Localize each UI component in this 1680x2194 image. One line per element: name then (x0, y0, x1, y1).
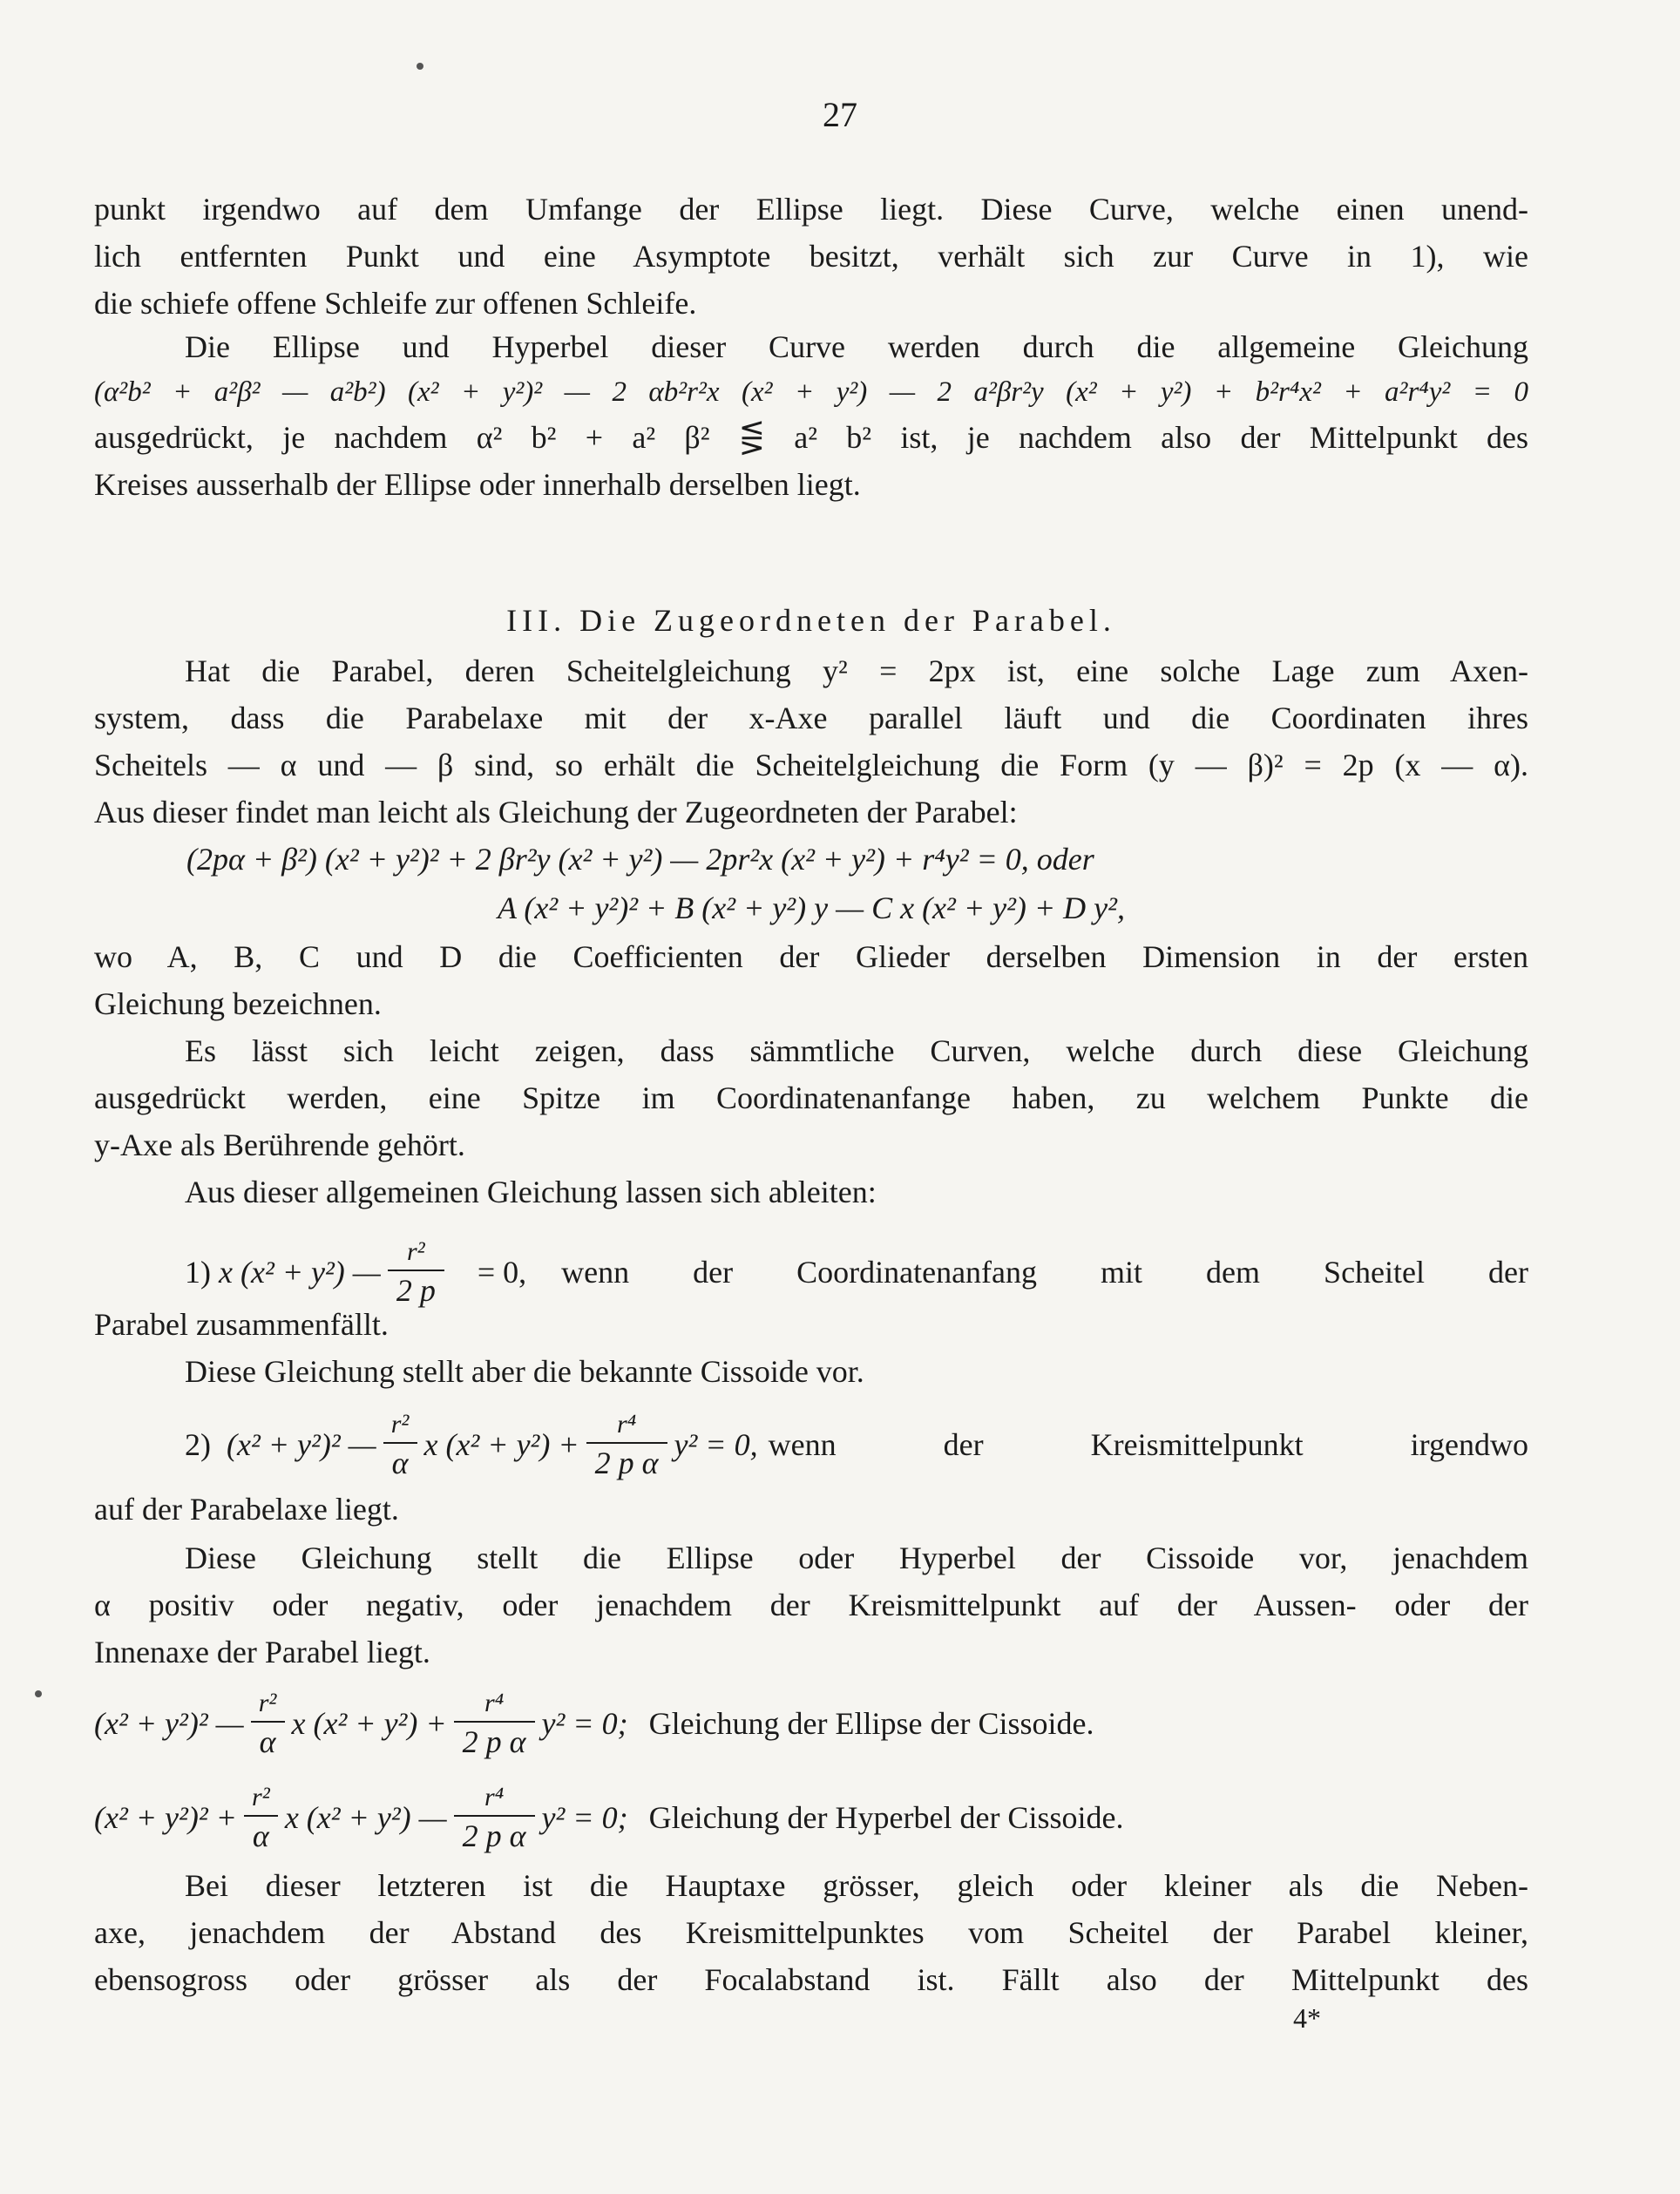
fraction (454, 1686, 535, 1761)
fraction (388, 1235, 444, 1310)
denominator: 2 p α (586, 1442, 667, 1482)
numerator: r⁴ (484, 1783, 505, 1811)
text-line: ausgedrückt werden, eine Spitze im Coordinatenanfange haben, zu welchem Punkte die (94, 1080, 1528, 1115)
text-line: Gleichung bezeichnen. (94, 986, 382, 1021)
equation-part: (x² + y²)² + (94, 1800, 237, 1835)
text-line: Aus dieser findet man leicht als Gleichung der Zugeordneten der Parabel: (94, 795, 1018, 830)
denominator: 2 p α (454, 1815, 535, 1855)
numerator: r² (252, 1783, 270, 1811)
equation-hyperbola (94, 1774, 1528, 1861)
text-line: punkt irgendwo auf dem Umfange der Ellipse liegt. Diese Curve, welche einen unend- (94, 192, 1528, 227)
speck-mark (35, 1690, 42, 1697)
numerator: r² (258, 1689, 277, 1717)
equation-part: x (x² + y²) + (423, 1427, 579, 1462)
formula-line: A (x² + y²)² + B (x² + y²) y — C x (x² + y²) + D y², (498, 890, 1125, 925)
denominator: 2 p (388, 1270, 444, 1310)
text-line: Innenaxe der Parabel liegt. (94, 1635, 430, 1669)
page-number: 27 (823, 95, 857, 134)
text-line: Hat die Parabel, deren Scheitelgleichung y² = 2px ist, eine solche Lage zum Axen- (185, 653, 1528, 688)
speck-mark (417, 63, 423, 70)
formula-line: (α²b² + a²β² — a²b²) (x² + y²)² — 2 αb²r²x (x² + y²) — 2 a²βr²y (x² + y²) + b²r⁴x² + a²r⁴y² = 0 (94, 376, 1528, 408)
text-line: ebensogross oder grösser als der Focalabstand ist. Fällt also der Mittelpunkt des (94, 1962, 1528, 1997)
section-heading: III. Die Zugeordneten der Parabel. (506, 603, 1116, 638)
equation-2 (94, 1401, 1528, 1488)
equation-text: wenn der Kreismittelpunkt irgendwo (768, 1427, 1528, 1462)
text-line: Aus dieser allgemeinen Gleichung lassen sich ableiten: (185, 1175, 877, 1209)
equation-text: Gleichung der Ellipse der Cissoide. (648, 1706, 1094, 1741)
text-line: Bei dieser letzteren ist die Hauptaxe grösser, gleich oder kleiner als die Neben- (185, 1868, 1528, 1903)
text-line: auf der Parabelaxe liegt. (94, 1492, 399, 1527)
equation-part: x (x² + y²) — (284, 1800, 447, 1835)
denominator: α (383, 1442, 417, 1482)
text-line: Scheitels — α und — β sind, so erhält die Scheitelgleichung die Form (y — β)² = 2p (x — α). (94, 748, 1528, 782)
text-line: axe, jenachdem der Abstand des Kreismittelpunktes vom Scheitel der Parabel kleiner, (94, 1915, 1528, 1950)
equation-part: x (x² + y²) + (291, 1706, 447, 1741)
signature-mark: 4* (1293, 2002, 1321, 2034)
denominator: α (244, 1815, 278, 1855)
text-line: Diese Gleichung stellt aber die bekannte Cissoide vor. (185, 1354, 864, 1389)
equation-ellipse (94, 1680, 1528, 1767)
text-line: Es lässt sich leicht zeigen, dass sämmtliche Curven, welche durch diese Gleichung (185, 1033, 1528, 1068)
equation-part: (x² + y²)² — (227, 1427, 376, 1462)
denominator: 2 p α (454, 1721, 535, 1761)
text-line: α positiv oder negativ, oder jenachdem der Kreismittelpunkt auf der Aussen- oder der (94, 1588, 1528, 1622)
formula-line: (2pα + β²) (x² + y²)² + 2 βr²y (x² + y²) — 2pr²x (x² + y²) + r⁴y² = 0, oder (186, 842, 1094, 877)
text-line: Die Ellipse und Hyperbel dieser Curve werden durch die allgemeine Gleichung (185, 329, 1528, 364)
numerator: r² (390, 1410, 410, 1439)
equation-part: y² = 0; (541, 1800, 628, 1835)
fraction (454, 1780, 535, 1855)
denominator: α (251, 1721, 285, 1761)
text-line: y-Axe als Berührende gehört. (94, 1127, 465, 1162)
numerator: r⁴ (617, 1410, 637, 1439)
fraction (244, 1780, 278, 1855)
equation-text: wenn der Coordinatenanfang mit dem Scheitel der (561, 1255, 1528, 1290)
equation-part: = 0, (477, 1255, 527, 1290)
text-line: Kreises ausserhalb der Ellipse oder innerhalb derselben liegt. (94, 467, 861, 502)
equation-part: x (x² + y²) — (219, 1255, 381, 1290)
numerator: r⁴ (484, 1689, 505, 1717)
text-line: Parabel zusammenfällt. (94, 1307, 389, 1342)
equation-part: y² = 0; (541, 1706, 628, 1741)
text-line: ausgedrückt, je nachdem α² b² + a² β² ⋚ a² b² ist, je nachdem also der Mittelpunkt des (94, 420, 1528, 455)
fraction (586, 1407, 667, 1482)
text-line: wo A, B, C und D die Coefficienten der Glieder derselben Dimension in der ersten (94, 939, 1528, 974)
text-line: lich entfernten Punkt und eine Asymptote besitzt, verhält sich zur Curve in 1), wie (94, 239, 1528, 274)
fraction (383, 1407, 417, 1482)
text-line: Diese Gleichung stellt die Ellipse oder Hyperbel der Cissoide vor, jenachdem (185, 1541, 1528, 1575)
equation-part: (x² + y²)² — (94, 1706, 244, 1741)
numerator: r² (406, 1237, 425, 1266)
equation-text: Gleichung der Hyperbel der Cissoide. (648, 1800, 1124, 1835)
text-line: die schiefe offene Schleife zur offenen Schleife. (94, 286, 697, 321)
equation-label: 1) (185, 1255, 211, 1290)
fraction (251, 1686, 285, 1761)
text-line: system, dass die Parabelaxe mit der x-Axe parallel läuft und die Coordinaten ihres (94, 701, 1528, 735)
equation-label: 2) (185, 1427, 211, 1462)
equation-part: y² = 0, (674, 1427, 758, 1462)
